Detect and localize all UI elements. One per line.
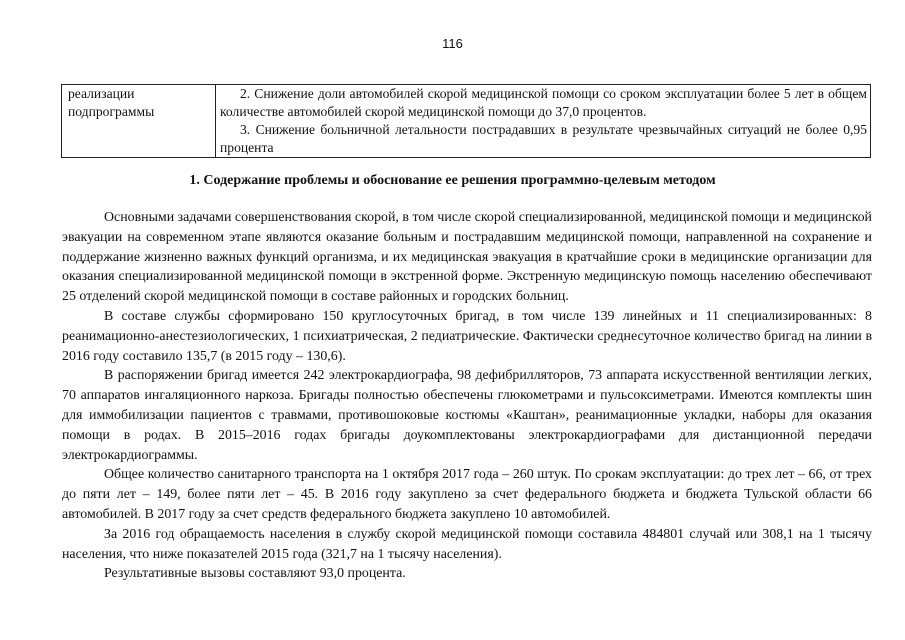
table-label-line-1: реализации (68, 86, 135, 101)
paragraph-transport: Общее количество санитарного транспорта на 1 октября 2017 года – 260 штук. По срокам эксплуатации: до трех лет – 66, от трех до пяти лет – 149, более пяти лет – 45. В 2016 году закуплено за счет федерального бюджета и бюджета Тульской области 66 автомобилей. В 2017 году за счет средств федерального бюджета закуплено 10 автомобилей. (62, 467, 872, 522)
table-item-3: 3. Снижение больничной летальности пострадавших в результате чрезвычайных ситуаций не более 0,95 процента (220, 122, 867, 155)
table-label-cell (62, 85, 216, 158)
paragraph-equipment: В распоряжении бригад имеется 242 электрокардиографа, 98 дефибрилляторов, 73 аппарата искусственной вентиляции легких, 70 аппаратов ингаляционного наркоза. Бригады полностью обеспечены глюкометрами и пульсоксиметрами. Имеются комплекты шин для иммобилизации пациентов с травмами, противошоковые костюмы «Каштан», реанимационные укладки, наборы для оказания помощи в родах. В 2015–2016 годах бригады доукомплектованы электрокардиографами для дистанционной передачи электрокардиограммы. (62, 368, 872, 463)
paragraph-results: Результативные вызовы составляют 93,0 процента. (104, 566, 406, 582)
table-items-cell (216, 85, 871, 158)
body-text (62, 208, 872, 584)
paragraph-brigades: В составе службы сформировано 150 круглосуточных бригад, в том числе 139 линейных и 11 специализированных: 8 реанимационно-анестезиологических, 1 психиатрическая, 2 педиатрические. Фактически среднесуточное количество бригад на линии в 2016 году составило 135,7 (в 2015 году – 130,6). (62, 308, 872, 364)
section-title: 1. Содержание проблемы и обоснование ее решения программно-целевым методом (189, 173, 716, 188)
paragraph-calls: За 2016 год обращаемость населения в службу скорой медицинской помощи составила 484801 случай или 308,1 на 1 тысячу населения, что ниже показателей 2015 года (321,7 на 1 тысячу населения). (62, 526, 872, 562)
page-number: 116 (442, 36, 463, 51)
table-item-2: 2. Снижение доли автомобилей скорой медицинской помощи со сроком эксплуатации более 5 лет в общем количестве автомобилей скорой медицинской помощи до 37,0 процентов. (220, 86, 867, 119)
table-row (62, 85, 871, 158)
subprogram-results-table (61, 84, 871, 158)
paragraph-tasks: Основными задачами совершенствования скорой, в том числе скорой специализированной, медицинской помощи и медицинской эвакуации на современном этапе являются оказание больным и пострадавшим медицинской помощи, направленной на сохранение и поддержание жизненно важных функций организма, и их медицинская эвакуация в кратчайшие сроки в медицинские организации для оказания специализированной медицинской помощи в экстренной форме. Экстренную медицинскую помощь населению обеспечивают 25 отделений скорой медицинской помощи в составе районных и городских больниц. (62, 210, 872, 305)
table-label-line-2: подпрограммы (68, 104, 155, 119)
